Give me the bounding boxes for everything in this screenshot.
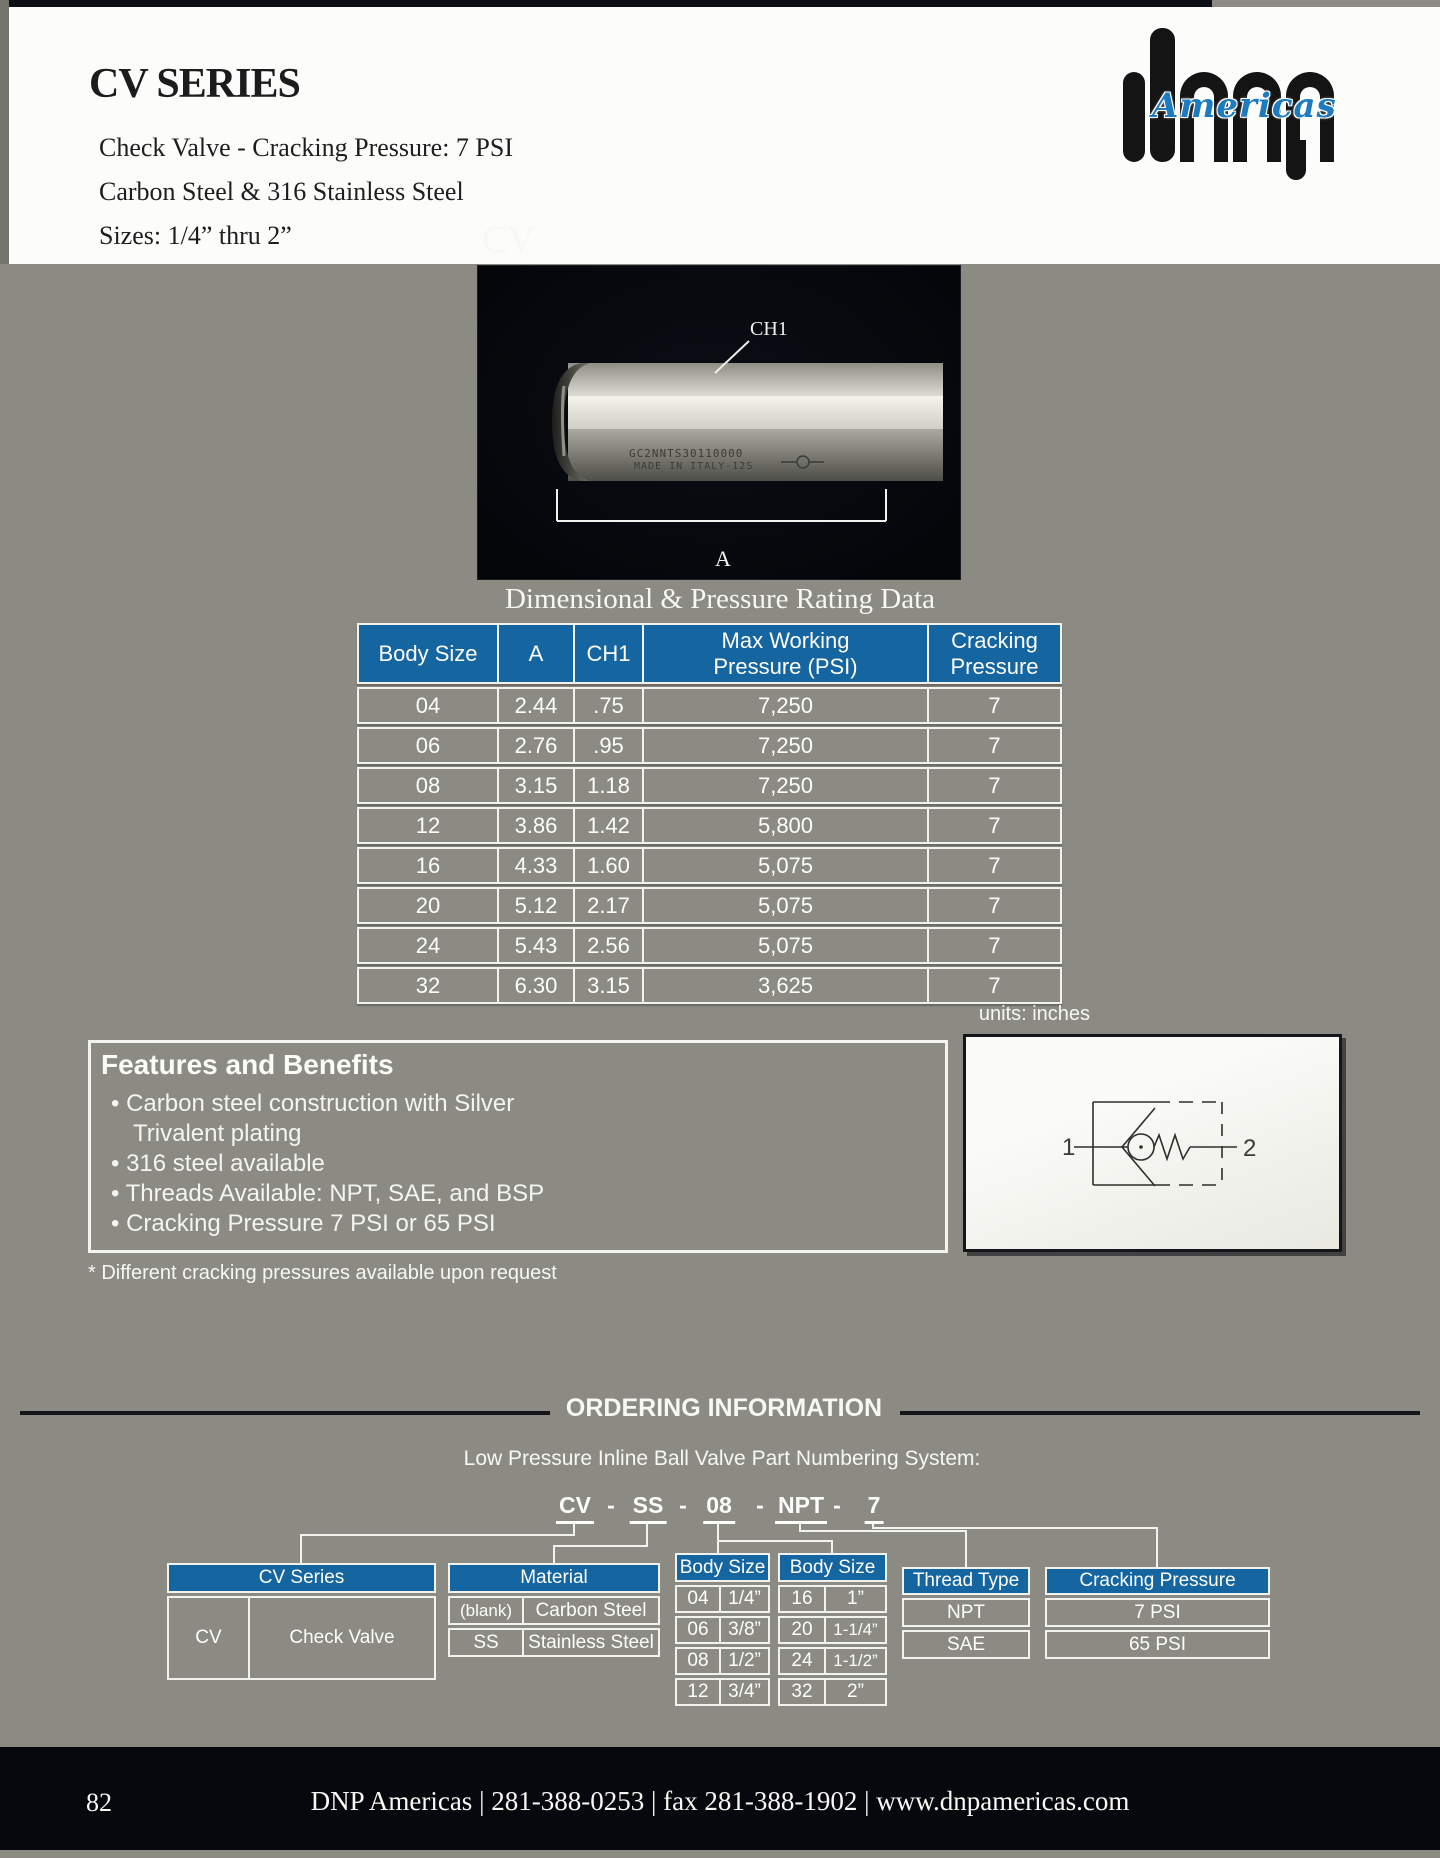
table-row: 08 1/2” xyxy=(675,1647,770,1675)
table-row: 16 4.33 1.60 5,075 7 xyxy=(357,847,1062,884)
series-desc: Check Valve xyxy=(248,1598,434,1678)
port-1-label: 1 xyxy=(1062,1134,1076,1161)
table-header-row xyxy=(357,623,1062,684)
a-dimension-label: A xyxy=(715,546,731,571)
page-title: CV SERIES xyxy=(89,61,300,107)
product-photo xyxy=(477,265,961,580)
connector-line xyxy=(553,1547,555,1563)
part-dash: - xyxy=(756,1492,764,1518)
table-row xyxy=(167,1596,436,1680)
series-code: CV xyxy=(195,1627,222,1648)
table-row: 24 1-1/2” xyxy=(778,1647,887,1675)
part-segment-material: SS xyxy=(630,1492,667,1524)
cv-series-header: CV Series xyxy=(167,1563,436,1593)
dim-table-title: Dimensional & Pressure Rating Data xyxy=(504,583,936,615)
cv-series-table xyxy=(167,1563,436,1683)
table-row: SS Stainless Steel xyxy=(448,1628,660,1657)
body-size-header: Body Size xyxy=(675,1553,770,1582)
table-row: SAE xyxy=(902,1630,1030,1659)
cracking-pressure-footnote: * Different cracking pressures available upon request xyxy=(88,1262,557,1284)
part-segment-series: CV xyxy=(556,1492,594,1524)
feature-item: • 316 steel available xyxy=(111,1150,325,1177)
body-size-table-a xyxy=(675,1553,770,1709)
bottom-border-strip xyxy=(0,1850,1440,1858)
ordering-rule-left xyxy=(20,1411,550,1415)
units-note: units: inches xyxy=(978,1003,1090,1025)
connector-line xyxy=(553,1545,648,1547)
connector-line xyxy=(300,1534,575,1536)
logo-bar xyxy=(1123,72,1145,162)
table-row: 32 2” xyxy=(778,1678,887,1706)
connector-line xyxy=(799,1530,967,1532)
port-2-label: 2 xyxy=(1243,1135,1257,1162)
part-segment-body-size: 08 xyxy=(703,1492,735,1524)
col-header: CH1 xyxy=(573,625,642,682)
a-dimension-bracket xyxy=(557,489,886,521)
check-valve-schematic xyxy=(963,1034,1342,1252)
body-size-header: Body Size xyxy=(778,1553,887,1582)
table-row: 7 PSI xyxy=(1045,1598,1270,1627)
table-row: 24 5.43 2.56 5,075 7 xyxy=(357,927,1062,964)
features-box xyxy=(88,1040,948,1253)
thread-type-table xyxy=(902,1567,1030,1662)
connector-line xyxy=(831,1542,833,1553)
part-dash: - xyxy=(679,1492,687,1518)
product-label: CV xyxy=(482,219,535,261)
col-header: A xyxy=(497,625,573,682)
page-number: 82 xyxy=(86,1788,112,1817)
body-size-table-b xyxy=(778,1553,887,1709)
table-row: 16 1” xyxy=(778,1585,887,1613)
col-header: Cracking Pressure xyxy=(927,625,1060,682)
col-header: Body Size xyxy=(378,640,478,666)
left-border-strip xyxy=(0,0,9,264)
part-dash: - xyxy=(607,1492,615,1518)
table-row: 04 2.44 .75 7,250 7 xyxy=(357,687,1062,724)
features-list xyxy=(111,1089,544,1239)
connector-line xyxy=(717,1540,833,1542)
ordering-title: ORDERING INFORMATION xyxy=(565,1394,883,1422)
table-row: 06 3/8” xyxy=(675,1616,770,1644)
table-row: NPT xyxy=(902,1598,1030,1627)
valve-photo-art xyxy=(478,266,960,579)
material-header: Material xyxy=(448,1563,660,1593)
logo-descender xyxy=(1286,140,1306,180)
top-border-strip xyxy=(0,0,1212,7)
connector-line xyxy=(1156,1529,1158,1567)
dimensional-table xyxy=(357,623,1062,1007)
table-row: 20 5.12 2.17 5,075 7 xyxy=(357,887,1062,924)
ch1-callout-label: CH1 xyxy=(750,318,788,340)
ordering-subtitle: Low Pressure Inline Ball Valve Part Numbering System: xyxy=(463,1447,981,1470)
feature-item: • Threads Available: NPT, SAE, and BSP xyxy=(111,1180,545,1207)
page-subtitle xyxy=(99,126,513,258)
table-row: 04 1/4” xyxy=(675,1585,770,1613)
etched-origin: MADE IN ITALY-12S xyxy=(634,461,754,472)
connector-line xyxy=(872,1527,1158,1529)
table-row: 12 3.86 1.42 5,800 7 xyxy=(357,807,1062,844)
material-table xyxy=(448,1563,660,1660)
table-row: 65 PSI xyxy=(1045,1630,1270,1659)
table-row: 32 6.30 3.15 3,625 7 xyxy=(357,967,1062,1004)
connector-line xyxy=(300,1536,302,1563)
connector-line xyxy=(646,1524,648,1547)
feature-item-continuation: Trivalent plating xyxy=(133,1120,302,1147)
subtitle-line: Carbon Steel & 316 Stainless Steel xyxy=(99,177,464,206)
ordering-rule-right xyxy=(900,1411,1420,1415)
footer-contact: DNP Americas | 281-388-0253 | fax 281-388-1902 | www.dnpamericas.com xyxy=(310,1786,1130,1816)
table-row: 20 1-1/4” xyxy=(778,1616,887,1644)
table-row: 06 2.76 .95 7,250 7 xyxy=(357,727,1062,764)
part-segment-cracking: 7 xyxy=(865,1492,884,1524)
col-header: Max Working Pressure (PSI) xyxy=(642,625,927,682)
feature-item: • Carbon steel construction with Silver xyxy=(111,1090,515,1117)
part-dash: - xyxy=(833,1492,841,1518)
cracking-pressure-table xyxy=(1045,1567,1270,1662)
schematic-drawing xyxy=(966,1037,1339,1249)
cracking-pressure-header: Cracking Pressure xyxy=(1045,1567,1270,1595)
table-row: 12 3/4” xyxy=(675,1678,770,1706)
connector-line xyxy=(717,1524,719,1553)
features-title: Features and Benefits xyxy=(101,1049,394,1080)
subtitle-line: Sizes: 1/4” thru 2” xyxy=(99,221,292,250)
logo-americas-text: Americas xyxy=(1152,86,1337,126)
table-row: 08 3.15 1.18 7,250 7 xyxy=(357,767,1062,804)
part-segment-thread: NPT xyxy=(775,1492,827,1524)
subtitle-line: Check Valve - Cracking Pressure: 7 PSI xyxy=(99,133,514,162)
thread-type-header: Thread Type xyxy=(902,1567,1030,1595)
table-row: (blank) Carbon Steel xyxy=(448,1596,660,1625)
feature-item: • Cracking Pressure 7 PSI or 65 PSI xyxy=(111,1210,496,1237)
connector-line xyxy=(965,1532,967,1567)
etched-part-number: GC2NNTS30110000 xyxy=(629,447,744,460)
